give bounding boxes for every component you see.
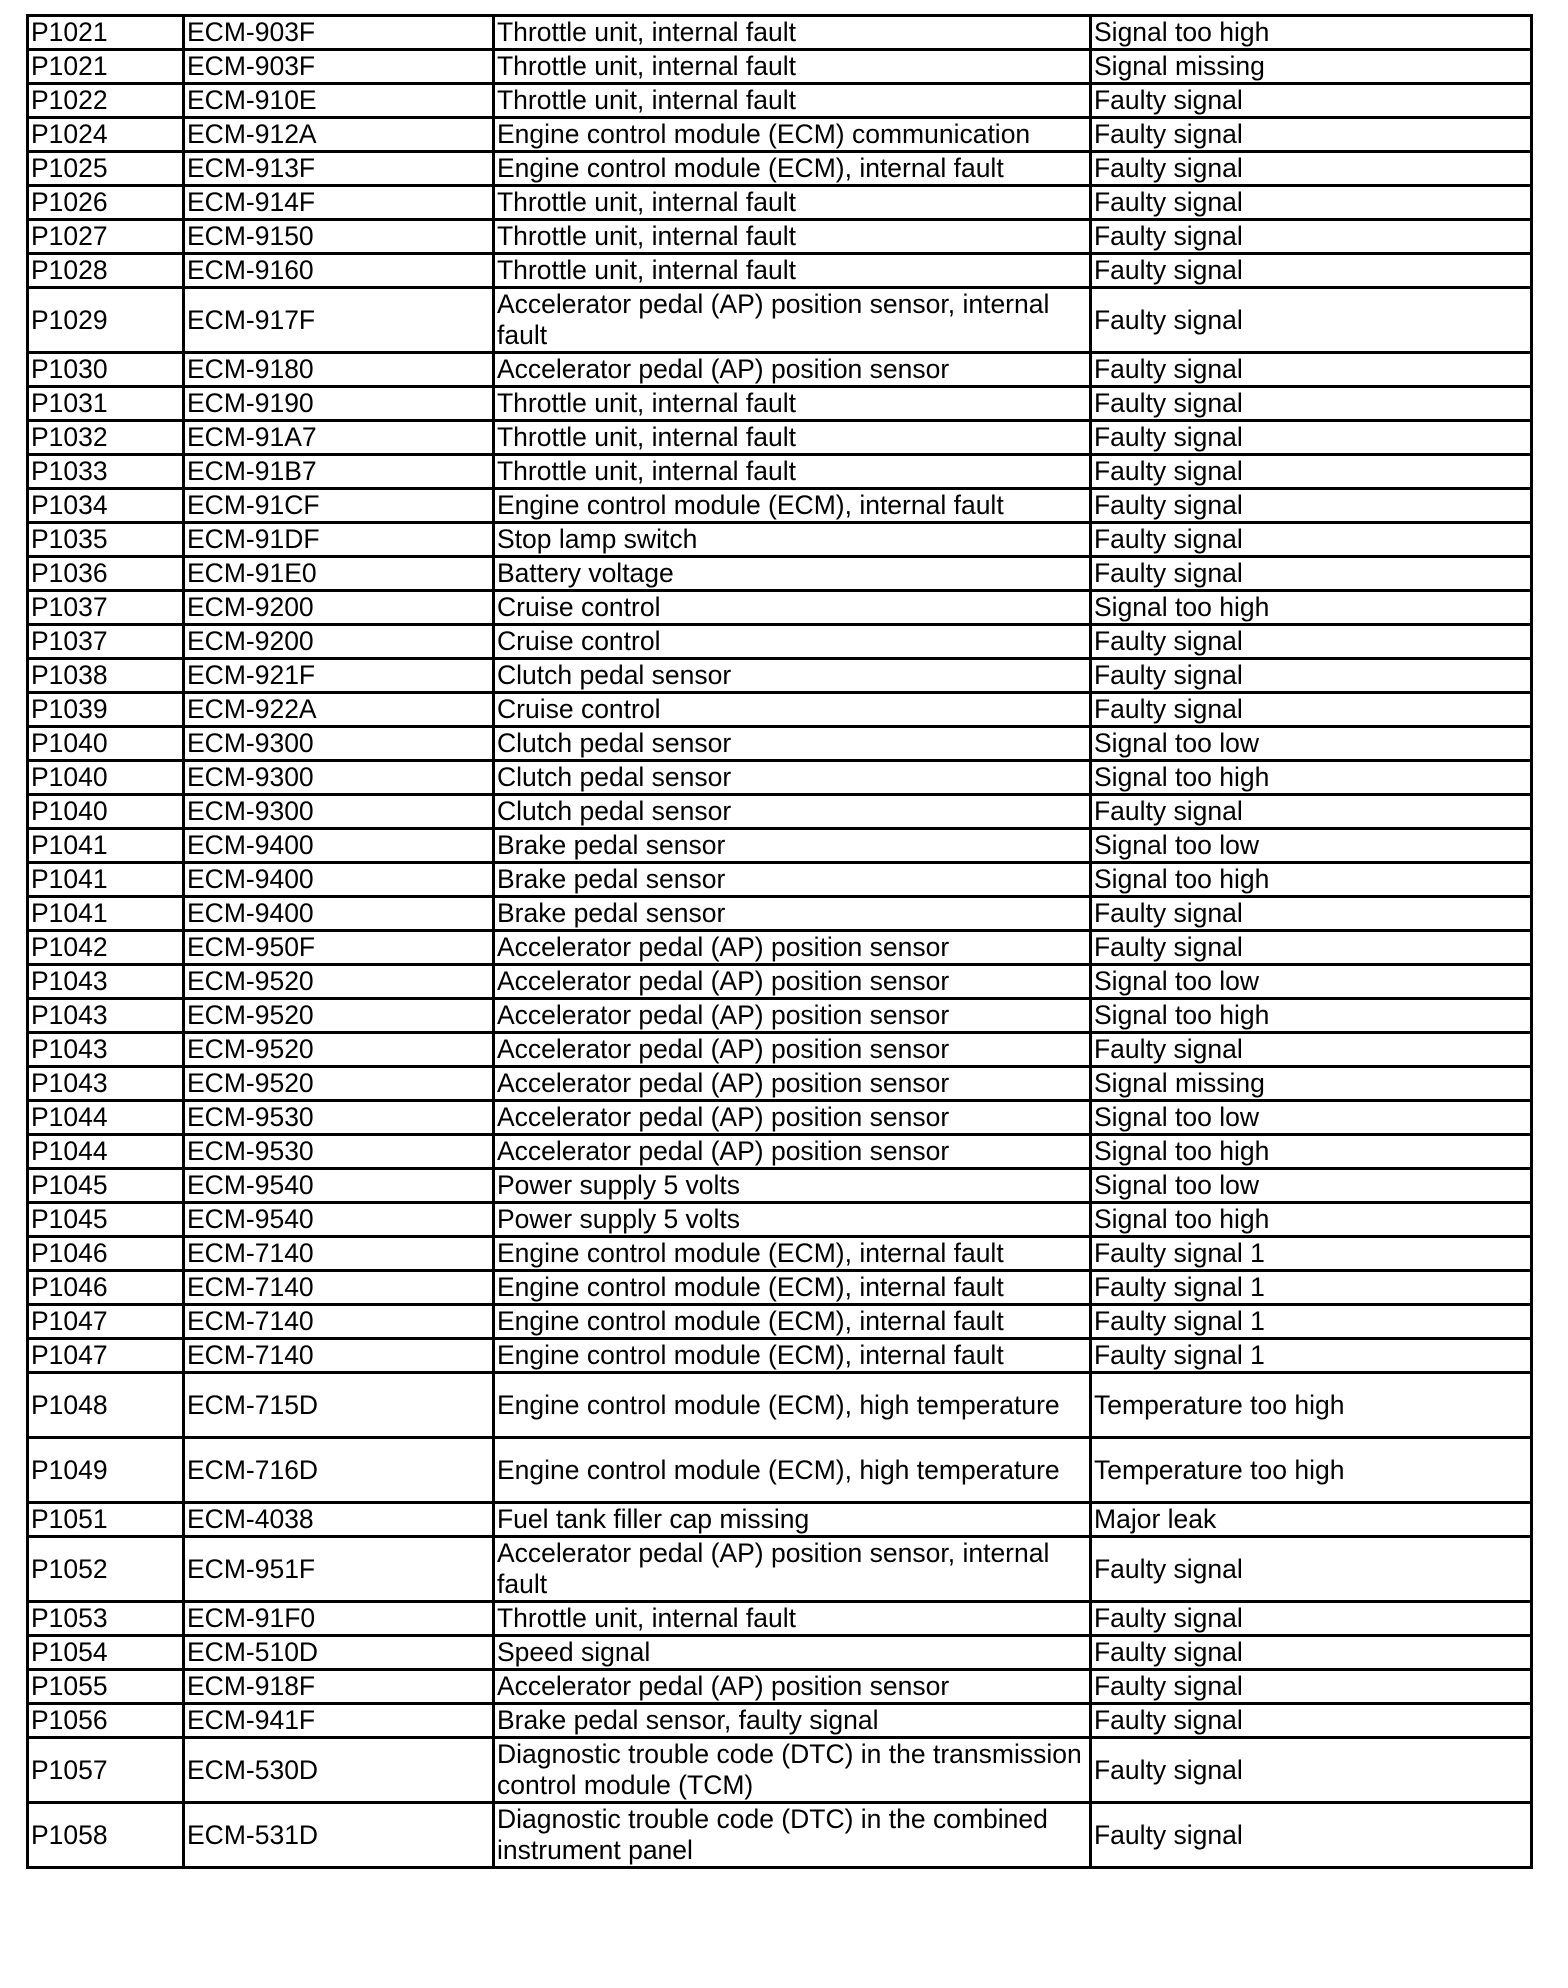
fault-type-cell: Faulty signal: [1091, 1033, 1532, 1067]
table-row: [28, 659, 1532, 693]
ecm-code-cell: ECM-9400: [184, 829, 494, 863]
fault-type-cell: Faulty signal: [1091, 84, 1532, 118]
fault-type-cell: Faulty signal: [1091, 353, 1532, 387]
table-row: [28, 455, 1532, 489]
ecm-code-cell: ECM-9520: [184, 1033, 494, 1067]
dtc-code-cell: P1036: [28, 557, 184, 591]
fault-type-cell: Faulty signal: [1091, 795, 1532, 829]
table-row: [28, 1067, 1532, 1101]
component-cell: Accelerator pedal (AP) position sensor: [494, 999, 1091, 1033]
ecm-code-cell: ECM-9200: [184, 625, 494, 659]
ecm-code-cell: ECM-9520: [184, 965, 494, 999]
component-cell: Cruise control: [494, 693, 1091, 727]
dtc-code-cell: P1021: [28, 50, 184, 84]
table-row: [28, 1101, 1532, 1135]
dtc-code-cell: P1044: [28, 1135, 184, 1169]
component-cell: Accelerator pedal (AP) position sensor: [494, 1101, 1091, 1135]
ecm-code-cell: ECM-91DF: [184, 523, 494, 557]
ecm-code-cell: ECM-951F: [184, 1537, 494, 1602]
component-cell: Clutch pedal sensor: [494, 659, 1091, 693]
component-cell: Engine control module (ECM), internal fault: [494, 1339, 1091, 1373]
dtc-code-cell: P1030: [28, 353, 184, 387]
component-cell: Speed signal: [494, 1636, 1091, 1670]
component-cell: Diagnostic trouble code (DTC) in the combined instrument panel: [494, 1803, 1091, 1868]
ecm-code-cell: ECM-903F: [184, 16, 494, 50]
component-cell: Throttle unit, internal fault: [494, 50, 1091, 84]
component-cell: Engine control module (ECM), internal fault: [494, 489, 1091, 523]
table-row: [28, 1636, 1532, 1670]
table-row: [28, 897, 1532, 931]
component-cell: Brake pedal sensor: [494, 829, 1091, 863]
fault-type-cell: Faulty signal: [1091, 1670, 1532, 1704]
table-row: [28, 1305, 1532, 1339]
table-row: [28, 254, 1532, 288]
component-cell: Engine control module (ECM), internal fault: [494, 1271, 1091, 1305]
dtc-table-body: [28, 16, 1532, 1868]
ecm-code-cell: ECM-9530: [184, 1135, 494, 1169]
table-row: [28, 288, 1532, 353]
fault-type-cell: Signal too low: [1091, 1101, 1532, 1135]
dtc-code-cell: P1035: [28, 523, 184, 557]
dtc-code-cell: P1049: [28, 1438, 184, 1503]
ecm-code-cell: ECM-91B7: [184, 455, 494, 489]
fault-type-cell: Faulty signal: [1091, 523, 1532, 557]
fault-type-cell: Signal too low: [1091, 1169, 1532, 1203]
fault-type-cell: Signal too high: [1091, 591, 1532, 625]
ecm-code-cell: ECM-913F: [184, 152, 494, 186]
component-cell: Throttle unit, internal fault: [494, 421, 1091, 455]
dtc-code-cell: P1040: [28, 795, 184, 829]
fault-type-cell: Faulty signal: [1091, 693, 1532, 727]
dtc-code-cell: P1040: [28, 761, 184, 795]
component-cell: Throttle unit, internal fault: [494, 220, 1091, 254]
dtc-code-cell: P1041: [28, 829, 184, 863]
dtc-code-cell: P1026: [28, 186, 184, 220]
dtc-code-cell: P1034: [28, 489, 184, 523]
table-row: [28, 16, 1532, 50]
ecm-code-cell: ECM-9150: [184, 220, 494, 254]
ecm-code-cell: ECM-91F0: [184, 1602, 494, 1636]
ecm-code-cell: ECM-9300: [184, 761, 494, 795]
ecm-code-cell: ECM-9520: [184, 999, 494, 1033]
component-cell: Accelerator pedal (AP) position sensor: [494, 1033, 1091, 1067]
table-row: [28, 999, 1532, 1033]
table-row: [28, 557, 1532, 591]
ecm-code-cell: ECM-9300: [184, 795, 494, 829]
table-row: [28, 118, 1532, 152]
dtc-code-cell: P1028: [28, 254, 184, 288]
dtc-code-cell: P1025: [28, 152, 184, 186]
table-row: [28, 1373, 1532, 1438]
component-cell: Accelerator pedal (AP) position sensor, internal fault: [494, 288, 1091, 353]
dtc-code-cell: P1058: [28, 1803, 184, 1868]
fault-type-cell: Signal too high: [1091, 1135, 1532, 1169]
ecm-code-cell: ECM-950F: [184, 931, 494, 965]
table-row: [28, 152, 1532, 186]
ecm-code-cell: ECM-917F: [184, 288, 494, 353]
table-row: [28, 1135, 1532, 1169]
fault-type-cell: Faulty signal: [1091, 455, 1532, 489]
table-row: [28, 1602, 1532, 1636]
fault-type-cell: Temperature too high: [1091, 1438, 1532, 1503]
ecm-code-cell: ECM-716D: [184, 1438, 494, 1503]
fault-type-cell: Faulty signal: [1091, 931, 1532, 965]
ecm-code-cell: ECM-9400: [184, 863, 494, 897]
dtc-code-cell: P1051: [28, 1503, 184, 1537]
fault-type-cell: Temperature too high: [1091, 1373, 1532, 1438]
ecm-code-cell: ECM-918F: [184, 1670, 494, 1704]
fault-type-cell: Signal missing: [1091, 50, 1532, 84]
component-cell: Throttle unit, internal fault: [494, 455, 1091, 489]
fault-type-cell: Faulty signal: [1091, 186, 1532, 220]
dtc-code-cell: P1052: [28, 1537, 184, 1602]
component-cell: Clutch pedal sensor: [494, 727, 1091, 761]
dtc-code-cell: P1031: [28, 387, 184, 421]
dtc-code-cell: P1044: [28, 1101, 184, 1135]
ecm-code-cell: ECM-912A: [184, 118, 494, 152]
ecm-code-cell: ECM-9300: [184, 727, 494, 761]
fault-type-cell: Faulty signal: [1091, 1803, 1532, 1868]
table-row: [28, 795, 1532, 829]
fault-type-cell: Faulty signal: [1091, 1704, 1532, 1738]
ecm-code-cell: ECM-9540: [184, 1203, 494, 1237]
dtc-code-cell: P1027: [28, 220, 184, 254]
dtc-code-cell: P1042: [28, 931, 184, 965]
fault-type-cell: Signal too low: [1091, 965, 1532, 999]
component-cell: Throttle unit, internal fault: [494, 254, 1091, 288]
ecm-code-cell: ECM-531D: [184, 1803, 494, 1868]
dtc-code-cell: P1041: [28, 897, 184, 931]
fault-type-cell: Signal too low: [1091, 829, 1532, 863]
table-row: [28, 625, 1532, 659]
table-row: [28, 1537, 1532, 1602]
fault-type-cell: Faulty signal: [1091, 897, 1532, 931]
component-cell: Throttle unit, internal fault: [494, 1602, 1091, 1636]
ecm-code-cell: ECM-9400: [184, 897, 494, 931]
table-row: [28, 829, 1532, 863]
ecm-code-cell: ECM-530D: [184, 1738, 494, 1803]
fault-type-cell: Faulty signal: [1091, 625, 1532, 659]
ecm-code-cell: ECM-9180: [184, 353, 494, 387]
table-row: [28, 50, 1532, 84]
dtc-code-cell: P1043: [28, 999, 184, 1033]
ecm-code-cell: ECM-9160: [184, 254, 494, 288]
ecm-code-cell: ECM-7140: [184, 1237, 494, 1271]
table-row: [28, 727, 1532, 761]
ecm-code-cell: ECM-941F: [184, 1704, 494, 1738]
component-cell: Engine control module (ECM), internal fault: [494, 1237, 1091, 1271]
component-cell: Brake pedal sensor, faulty signal: [494, 1704, 1091, 1738]
table-row: [28, 1803, 1532, 1868]
table-row: [28, 1237, 1532, 1271]
component-cell: Brake pedal sensor: [494, 863, 1091, 897]
ecm-code-cell: ECM-921F: [184, 659, 494, 693]
table-row: [28, 421, 1532, 455]
component-cell: Stop lamp switch: [494, 523, 1091, 557]
table-row: [28, 761, 1532, 795]
component-cell: Power supply 5 volts: [494, 1203, 1091, 1237]
component-cell: Brake pedal sensor: [494, 897, 1091, 931]
component-cell: Engine control module (ECM) communication: [494, 118, 1091, 152]
dtc-code-cell: P1045: [28, 1169, 184, 1203]
component-cell: Power supply 5 volts: [494, 1169, 1091, 1203]
component-cell: Fuel tank filler cap missing: [494, 1503, 1091, 1537]
fault-type-cell: Signal too low: [1091, 727, 1532, 761]
ecm-code-cell: ECM-7140: [184, 1305, 494, 1339]
table-row: [28, 1738, 1532, 1803]
ecm-code-cell: ECM-922A: [184, 693, 494, 727]
table-row: [28, 591, 1532, 625]
fault-type-cell: Signal too high: [1091, 999, 1532, 1033]
table-row: [28, 353, 1532, 387]
component-cell: Engine control module (ECM), internal fault: [494, 1305, 1091, 1339]
fault-type-cell: Signal missing: [1091, 1067, 1532, 1101]
dtc-code-cell: P1043: [28, 1033, 184, 1067]
component-cell: Accelerator pedal (AP) position sensor: [494, 1670, 1091, 1704]
ecm-code-cell: ECM-91A7: [184, 421, 494, 455]
fault-type-cell: Faulty signal: [1091, 659, 1532, 693]
component-cell: Diagnostic trouble code (DTC) in the transmission control module (TCM): [494, 1738, 1091, 1803]
dtc-code-cell: P1043: [28, 965, 184, 999]
fault-type-cell: Faulty signal: [1091, 557, 1532, 591]
ecm-code-cell: ECM-9520: [184, 1067, 494, 1101]
component-cell: Engine control module (ECM), high temperature: [494, 1373, 1091, 1438]
dtc-code-cell: P1037: [28, 625, 184, 659]
table-row: [28, 931, 1532, 965]
fault-type-cell: Major leak: [1091, 1503, 1532, 1537]
component-cell: Clutch pedal sensor: [494, 795, 1091, 829]
ecm-code-cell: ECM-903F: [184, 50, 494, 84]
table-row: [28, 965, 1532, 999]
dtc-code-cell: P1038: [28, 659, 184, 693]
table-row: [28, 863, 1532, 897]
component-cell: Engine control module (ECM), internal fault: [494, 152, 1091, 186]
component-cell: Accelerator pedal (AP) position sensor: [494, 931, 1091, 965]
dtc-code-cell: P1041: [28, 863, 184, 897]
fault-type-cell: Faulty signal: [1091, 1537, 1532, 1602]
ecm-code-cell: ECM-7140: [184, 1339, 494, 1373]
ecm-code-cell: ECM-910E: [184, 84, 494, 118]
component-cell: Throttle unit, internal fault: [494, 16, 1091, 50]
table-row: [28, 186, 1532, 220]
table-row: [28, 84, 1532, 118]
dtc-code-cell: P1053: [28, 1602, 184, 1636]
ecm-code-cell: ECM-9200: [184, 591, 494, 625]
table-row: [28, 1203, 1532, 1237]
table-row: [28, 1033, 1532, 1067]
fault-type-cell: Faulty signal 1: [1091, 1237, 1532, 1271]
dtc-code-cell: P1022: [28, 84, 184, 118]
ecm-code-cell: ECM-91CF: [184, 489, 494, 523]
ecm-code-cell: ECM-914F: [184, 186, 494, 220]
component-cell: Accelerator pedal (AP) position sensor: [494, 1067, 1091, 1101]
dtc-code-cell: P1048: [28, 1373, 184, 1438]
dtc-code-cell: P1047: [28, 1305, 184, 1339]
table-row: [28, 387, 1532, 421]
component-cell: Clutch pedal sensor: [494, 761, 1091, 795]
table-row: [28, 1438, 1532, 1503]
table-row: [28, 489, 1532, 523]
dtc-code-cell: P1032: [28, 421, 184, 455]
fault-type-cell: Faulty signal 1: [1091, 1271, 1532, 1305]
component-cell: Cruise control: [494, 591, 1091, 625]
component-cell: Accelerator pedal (AP) position sensor: [494, 1135, 1091, 1169]
fault-type-cell: Faulty signal: [1091, 1636, 1532, 1670]
fault-type-cell: Faulty signal: [1091, 254, 1532, 288]
dtc-code-cell: P1046: [28, 1237, 184, 1271]
table-row: [28, 1271, 1532, 1305]
dtc-code-cell: P1054: [28, 1636, 184, 1670]
dtc-code-cell: P1033: [28, 455, 184, 489]
component-cell: Engine control module (ECM), high temperature: [494, 1438, 1091, 1503]
ecm-code-cell: ECM-510D: [184, 1636, 494, 1670]
table-row: [28, 1670, 1532, 1704]
dtc-code-cell: P1043: [28, 1067, 184, 1101]
ecm-code-cell: ECM-7140: [184, 1271, 494, 1305]
component-cell: Accelerator pedal (AP) position sensor: [494, 353, 1091, 387]
table-row: [28, 1339, 1532, 1373]
component-cell: Accelerator pedal (AP) position sensor, internal fault: [494, 1537, 1091, 1602]
fault-type-cell: Faulty signal 1: [1091, 1305, 1532, 1339]
dtc-code-cell: P1056: [28, 1704, 184, 1738]
fault-type-cell: Faulty signal: [1091, 421, 1532, 455]
fault-type-cell: Faulty signal: [1091, 1602, 1532, 1636]
dtc-code-cell: P1037: [28, 591, 184, 625]
ecm-code-cell: ECM-91E0: [184, 557, 494, 591]
dtc-table: [26, 14, 1533, 1869]
dtc-code-cell: P1057: [28, 1738, 184, 1803]
component-cell: Cruise control: [494, 625, 1091, 659]
component-cell: Accelerator pedal (AP) position sensor: [494, 965, 1091, 999]
dtc-code-cell: P1045: [28, 1203, 184, 1237]
fault-type-cell: Faulty signal: [1091, 489, 1532, 523]
fault-type-cell: Faulty signal: [1091, 152, 1532, 186]
dtc-code-cell: P1039: [28, 693, 184, 727]
fault-type-cell: Faulty signal: [1091, 1738, 1532, 1803]
table-row: [28, 523, 1532, 557]
table-row: [28, 1169, 1532, 1203]
fault-type-cell: Faulty signal: [1091, 220, 1532, 254]
dtc-code-cell: P1021: [28, 16, 184, 50]
dtc-code-cell: P1047: [28, 1339, 184, 1373]
fault-type-cell: Faulty signal 1: [1091, 1339, 1532, 1373]
fault-type-cell: Signal too high: [1091, 863, 1532, 897]
table-row: [28, 1503, 1532, 1537]
dtc-code-cell: P1024: [28, 118, 184, 152]
fault-type-cell: Signal too high: [1091, 761, 1532, 795]
ecm-code-cell: ECM-715D: [184, 1373, 494, 1438]
table-row: [28, 220, 1532, 254]
dtc-code-cell: P1040: [28, 727, 184, 761]
table-row: [28, 693, 1532, 727]
dtc-code-cell: P1029: [28, 288, 184, 353]
fault-type-cell: Faulty signal: [1091, 288, 1532, 353]
ecm-code-cell: ECM-9530: [184, 1101, 494, 1135]
ecm-code-cell: ECM-9190: [184, 387, 494, 421]
component-cell: Throttle unit, internal fault: [494, 186, 1091, 220]
dtc-code-cell: P1046: [28, 1271, 184, 1305]
fault-type-cell: Faulty signal: [1091, 387, 1532, 421]
fault-type-cell: Faulty signal: [1091, 118, 1532, 152]
fault-type-cell: Signal too high: [1091, 16, 1532, 50]
component-cell: Throttle unit, internal fault: [494, 84, 1091, 118]
component-cell: Throttle unit, internal fault: [494, 387, 1091, 421]
fault-type-cell: Signal too high: [1091, 1203, 1532, 1237]
ecm-code-cell: ECM-4038: [184, 1503, 494, 1537]
component-cell: Battery voltage: [494, 557, 1091, 591]
table-row: [28, 1704, 1532, 1738]
ecm-code-cell: ECM-9540: [184, 1169, 494, 1203]
dtc-code-cell: P1055: [28, 1670, 184, 1704]
